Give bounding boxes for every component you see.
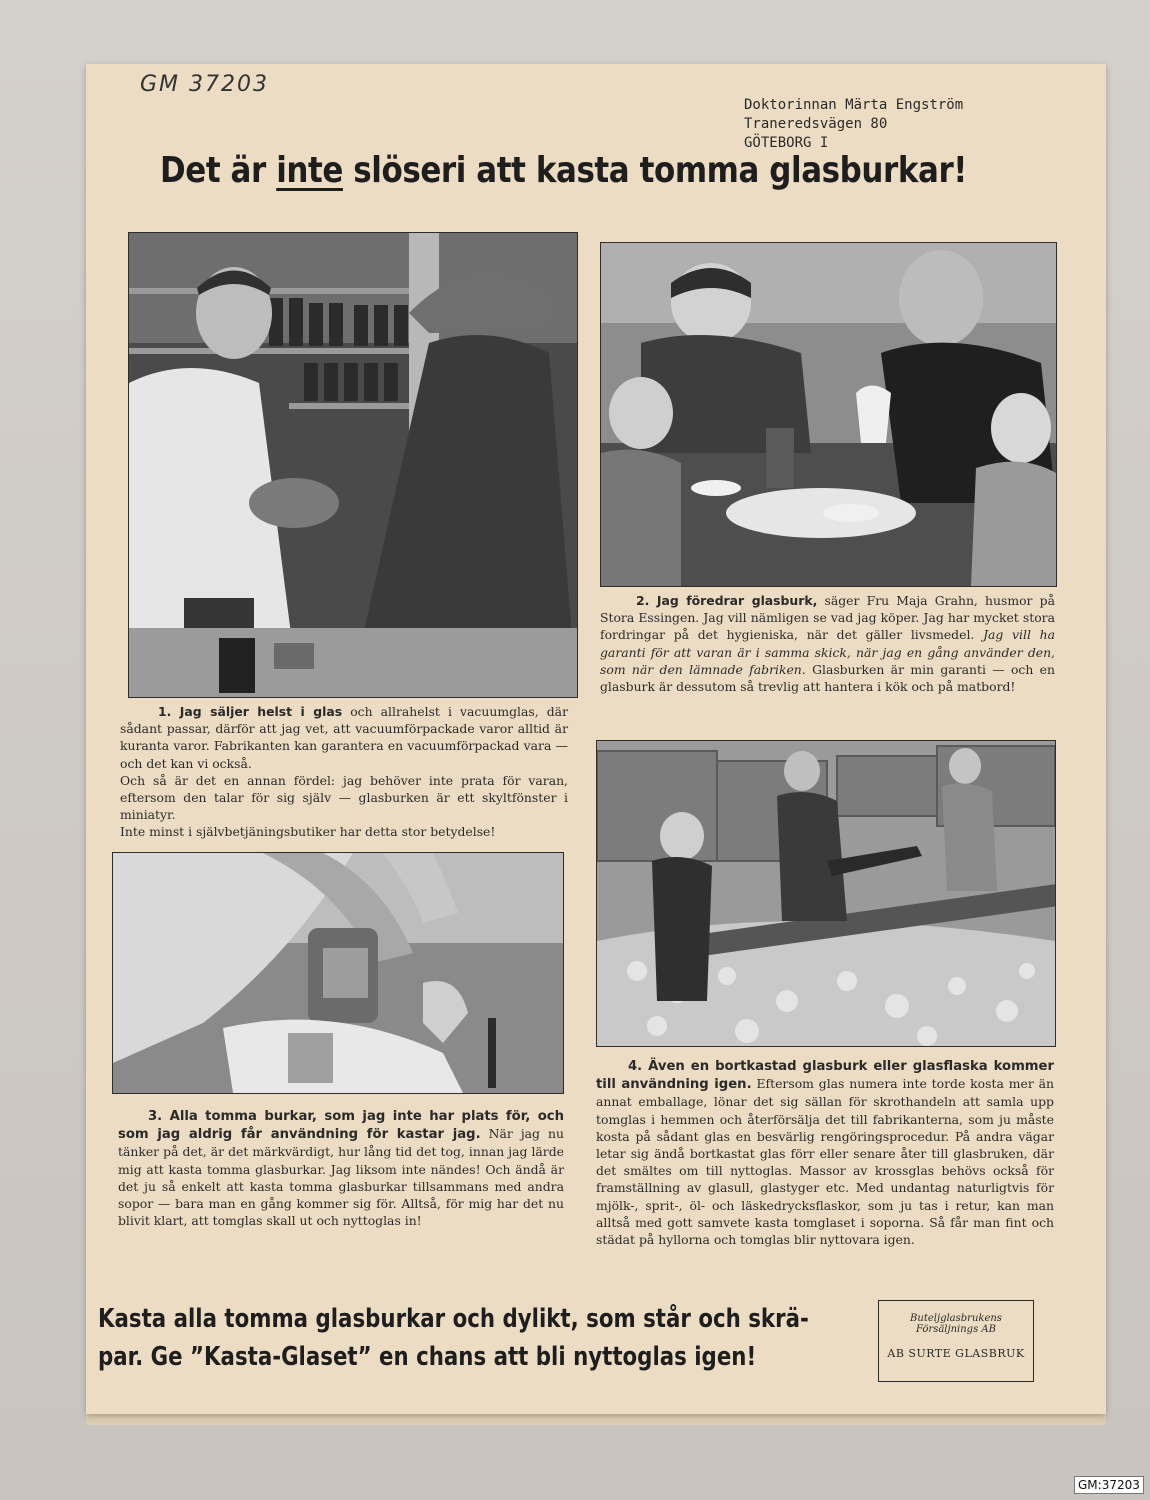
- caption-2-text: säger Fru Maja Grahn, husmor på Stora Essingen. Jag vill nämligen se vad jag köper. Jag har mycket stora fordringar på det hygieniska, när det gäller livsmedel.: [600, 593, 1055, 643]
- caption-2-text-end: Glasburken är min garanti — och en glasburk är dessutom så trevlig att hantera i kök och på matbord!: [600, 661, 1055, 695]
- caption-2-italic: Jag vill ha garanti för att varan är i samma skick, när jag en gång använder den, som när den lämnade fabriken.: [600, 627, 1055, 677]
- headline-emphasis: inte: [276, 150, 343, 191]
- sponsor-line: Försäljnings AB: [916, 1324, 996, 1335]
- sponsor-box: [878, 1300, 1034, 1382]
- caption-2: [600, 592, 1055, 695]
- photo-workers-glass: [596, 740, 1056, 1047]
- address-line: Traneredsvägen 80: [744, 116, 888, 132]
- jars-scene-image: [113, 853, 563, 1093]
- caption-1: [120, 703, 568, 841]
- sponsor-line: Buteljglasbrukens: [910, 1313, 1002, 1324]
- family-scene-image: [601, 243, 1056, 586]
- sponsor-name: AB SURTE GLASBRUK: [887, 1347, 1025, 1360]
- caption-4-text: Eftersom glas numera inte torde kosta mer än annat emballage, lönar det sig sällan för skrothandeln att samla upp tomglas i hemmen och återförsälja det till fabrikanterna, som ju måste kosta på sådant glas en besvärlig rengöringsprocedur. På andra vägar letar sig ändå bortkastat glas förr eller senare åter till glasbruken, där det smältes om till nyttoglas. Massor av krossglas behövs också för framställning av glasull, glastyger etc. Med undantag naturligtvis för mjölk-, sprit-, öl- och läskedrycksflaskor, som ju tas i retur, kan man alltså med gott samvete kasta tomglaset i soporna. Så får man fint och städat på hyllorna och tomglas blir nyttovara igen.: [596, 1076, 1054, 1248]
- photo-family-breakfast: [600, 242, 1057, 587]
- headline: [160, 150, 968, 191]
- headline-start: Det är: [160, 150, 266, 191]
- caption-1-lead: 1. Jag säljer helst i glas: [158, 704, 343, 719]
- caption-1-text: och allrahelst i vacuumglas, där sådant passar, därför att jag vet, att vacuumförpackade varor alltid är kuranta varor. Fabrikanten kan garantera en vacuumförpackad vara — och det kan vi också.: [120, 704, 568, 771]
- bottom-slogan: [98, 1300, 820, 1376]
- caption-3: [118, 1107, 564, 1229]
- headline-end: slöseri att kasta tomma glasburkar!: [353, 150, 968, 191]
- caption-1-paragraph-3: Inte minst i självbetjäningsbutiker har detta stor betydelse!: [120, 824, 496, 840]
- caption-1-paragraph-2: Och så är det en annan fördel: jag behöver inte prata för varan, eftersom den talar för sig själv — glasburken är ett skyltfönster i miniatyr.: [120, 772, 568, 823]
- workers-scene-image: [597, 741, 1055, 1046]
- slogan-line: par. Ge ”Kasta-Glaset” en chans att bli nyttoglas igen!: [98, 1342, 757, 1372]
- museum-id-tag: GM:37203: [1074, 1476, 1144, 1494]
- caption-3-lead: 3. Alla tomma burkar, som jag inte har plats för, och som jag aldrig får användning för kastar jag.: [118, 1109, 564, 1143]
- photo-hands-jars: [112, 852, 564, 1094]
- handwritten-id: GM 37203: [140, 72, 270, 97]
- caption-2-lead: 2. Jag föredrar glasburk,: [636, 593, 818, 608]
- caption-4-lead: 4. Även en bortkastad glasburk eller glasflaska kommer till användning igen.: [596, 1059, 1054, 1093]
- photo-shop-clerk: [128, 232, 578, 698]
- address-line: GÖTEBORG I: [744, 135, 829, 151]
- address-line: Doktorinnan Märta Engström: [744, 97, 964, 113]
- caption-4: [596, 1057, 1054, 1248]
- slogan-line: Kasta alla tomma glasburkar och dylikt, som står och skrä-: [98, 1304, 809, 1334]
- shop-scene-image: [129, 233, 577, 697]
- caption-3-text: När jag nu tänker på det, är det märkvärdigt, hur lång tid det tog, innan jag lärde mig att kasta tomma glasburkar. Jag liksom inte nändes! Och ändå är det ju så enkelt att kasta tomma glasburkar tillsammans med andra sopor — bara man en gång kommer sig för. Alltså, för mig har det nu blivit klart, att tomglas skall ut och nyttoglas in!: [118, 1126, 564, 1229]
- address-block: [744, 96, 963, 153]
